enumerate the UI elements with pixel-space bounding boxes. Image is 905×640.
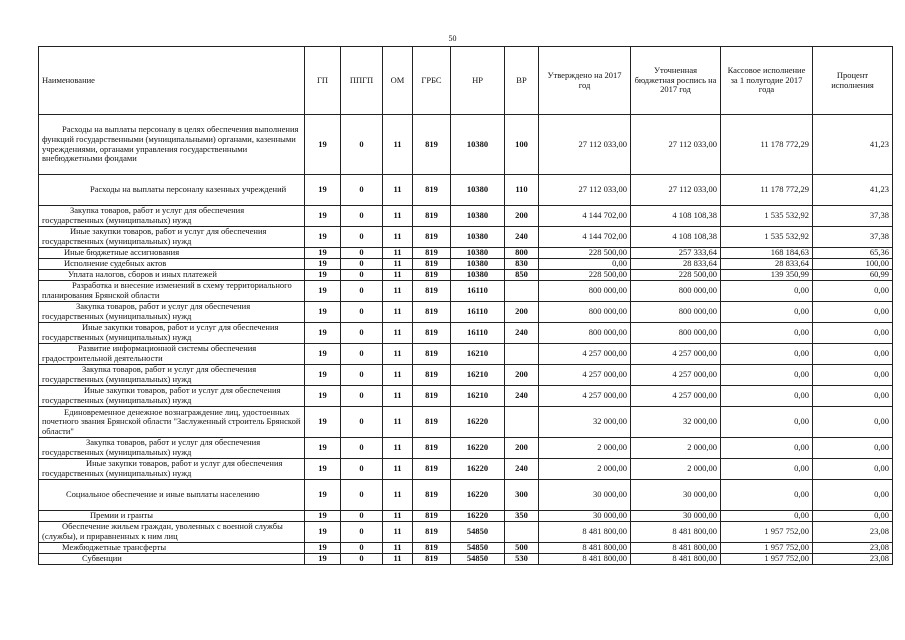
header-gp: ГП [305,47,341,115]
cell-gp: 19 [305,248,341,259]
cell-approved: 4 257 000,00 [539,365,631,386]
cell-vr: 110 [505,175,539,206]
cell-om: 11 [383,175,413,206]
cell-nr: 10380 [451,259,505,270]
cell-executed: 0,00 [721,344,813,365]
cell-refined: 4 108 108,38 [631,227,721,248]
cell-approved: 8 481 800,00 [539,522,631,543]
header-percent: Процент исполнения [813,47,893,115]
header-executed: Кассовое исполнение за 1 полугодие 2017 года [721,47,813,115]
cell-refined: 30 000,00 [631,480,721,511]
cell-ppgp: 0 [341,407,383,438]
row-name: Социальное обеспечение и иные выплаты населению [39,480,305,511]
cell-gp: 19 [305,227,341,248]
cell-percent: 0,00 [813,365,893,386]
cell-om: 11 [383,206,413,227]
cell-approved: 0,00 [539,259,631,270]
cell-percent: 65,36 [813,248,893,259]
cell-ppgp: 0 [341,543,383,554]
cell-percent: 0,00 [813,459,893,480]
cell-approved: 800 000,00 [539,302,631,323]
row-name: Разработка и внесение изменений в схему территориального планирования Брянской области [39,281,305,302]
cell-grbs: 819 [413,511,451,522]
cell-approved: 8 481 800,00 [539,543,631,554]
cell-percent: 0,00 [813,407,893,438]
cell-executed: 0,00 [721,438,813,459]
cell-om: 11 [383,386,413,407]
cell-grbs: 819 [413,270,451,281]
table-row [39,115,893,175]
cell-ppgp: 0 [341,206,383,227]
cell-nr: 10380 [451,175,505,206]
cell-percent: 0,00 [813,281,893,302]
cell-nr: 16110 [451,302,505,323]
cell-vr: 240 [505,459,539,480]
row-name: Закупка товаров, работ и услуг для обеспечения государственных (муниципальных) нужд [39,302,305,323]
cell-grbs: 819 [413,344,451,365]
cell-gp: 19 [305,543,341,554]
cell-ppgp: 0 [341,281,383,302]
cell-vr: 800 [505,248,539,259]
cell-refined: 800 000,00 [631,323,721,344]
cell-vr: 240 [505,323,539,344]
cell-approved: 27 112 033,00 [539,175,631,206]
cell-grbs: 819 [413,480,451,511]
cell-approved: 4 257 000,00 [539,386,631,407]
cell-executed: 1 957 752,00 [721,554,813,565]
cell-grbs: 819 [413,323,451,344]
cell-grbs: 819 [413,386,451,407]
cell-om: 11 [383,248,413,259]
cell-refined: 4 257 000,00 [631,386,721,407]
cell-refined: 800 000,00 [631,281,721,302]
cell-vr: 100 [505,115,539,175]
cell-om: 11 [383,281,413,302]
cell-percent: 0,00 [813,344,893,365]
cell-refined: 8 481 800,00 [631,554,721,565]
cell-executed: 0,00 [721,302,813,323]
cell-nr: 16210 [451,365,505,386]
cell-approved: 228 500,00 [539,248,631,259]
cell-ppgp: 0 [341,511,383,522]
cell-ppgp: 0 [341,344,383,365]
cell-ppgp: 0 [341,115,383,175]
cell-refined: 32 000,00 [631,407,721,438]
cell-gp: 19 [305,554,341,565]
cell-vr [505,281,539,302]
cell-refined: 4 257 000,00 [631,365,721,386]
cell-ppgp: 0 [341,302,383,323]
row-name: Премии и гранты [39,511,305,522]
cell-nr: 16110 [451,281,505,302]
cell-gp: 19 [305,386,341,407]
cell-om: 11 [383,438,413,459]
row-name: Иные закупки товаров, работ и услуг для обеспечения государственных (муниципальных) нужд [39,386,305,407]
cell-grbs: 819 [413,543,451,554]
cell-gp: 19 [305,459,341,480]
table-row [39,480,893,511]
cell-grbs: 819 [413,281,451,302]
cell-grbs: 819 [413,248,451,259]
cell-om: 11 [383,344,413,365]
table-row [39,407,893,438]
cell-nr: 16220 [451,459,505,480]
cell-ppgp: 0 [341,554,383,565]
cell-executed: 0,00 [721,281,813,302]
cell-grbs: 819 [413,522,451,543]
row-name: Исполнение судебных актов [39,259,305,270]
cell-grbs: 819 [413,227,451,248]
cell-om: 11 [383,365,413,386]
cell-approved: 32 000,00 [539,407,631,438]
cell-gp: 19 [305,438,341,459]
cell-gp: 19 [305,344,341,365]
cell-nr: 10380 [451,206,505,227]
cell-ppgp: 0 [341,386,383,407]
cell-refined: 2 000,00 [631,459,721,480]
cell-refined: 800 000,00 [631,302,721,323]
cell-refined: 28 833,64 [631,259,721,270]
cell-approved: 8 481 800,00 [539,554,631,565]
cell-executed: 1 957 752,00 [721,522,813,543]
cell-percent: 0,00 [813,323,893,344]
cell-vr: 830 [505,259,539,270]
row-name: Единовременное денежное вознаграждение лиц, удостоенных почетного звания Брянской области "Заслуженный строитель Брянской области" [39,407,305,438]
row-name: Закупка товаров, работ и услуг для обеспечения государственных (муниципальных) нужд [39,365,305,386]
cell-om: 11 [383,554,413,565]
cell-nr: 54850 [451,554,505,565]
cell-grbs: 819 [413,459,451,480]
cell-executed: 0,00 [721,407,813,438]
cell-percent: 0,00 [813,438,893,459]
cell-gp: 19 [305,302,341,323]
header-om: ОМ [383,47,413,115]
cell-grbs: 819 [413,115,451,175]
cell-gp: 19 [305,323,341,344]
cell-om: 11 [383,259,413,270]
cell-executed: 0,00 [721,511,813,522]
cell-executed: 0,00 [721,480,813,511]
cell-gp: 19 [305,407,341,438]
table-row [39,227,893,248]
cell-refined: 8 481 800,00 [631,522,721,543]
cell-vr: 850 [505,270,539,281]
cell-vr: 240 [505,386,539,407]
row-name: Межбюджетные трансферты [39,543,305,554]
cell-percent: 41,23 [813,175,893,206]
cell-refined: 2 000,00 [631,438,721,459]
page-number: 50 [448,34,457,43]
cell-nr: 16220 [451,480,505,511]
row-name: Уплата налогов, сборов и иных платежей [39,270,305,281]
cell-grbs: 819 [413,365,451,386]
cell-gp: 19 [305,270,341,281]
cell-percent: 23,08 [813,543,893,554]
cell-om: 11 [383,459,413,480]
cell-percent: 100,00 [813,259,893,270]
cell-percent: 60,99 [813,270,893,281]
cell-gp: 19 [305,115,341,175]
row-name: Субвенции [39,554,305,565]
cell-executed: 0,00 [721,323,813,344]
cell-grbs: 819 [413,302,451,323]
cell-approved: 27 112 033,00 [539,115,631,175]
cell-executed: 0,00 [721,365,813,386]
cell-gp: 19 [305,522,341,543]
header-ppgp: ППГП [341,47,383,115]
cell-ppgp: 0 [341,459,383,480]
table-row [39,344,893,365]
cell-om: 11 [383,480,413,511]
cell-gp: 19 [305,281,341,302]
row-name: Закупка товаров, работ и услуг для обеспечения государственных (муниципальных) нужд [39,206,305,227]
cell-gp: 19 [305,365,341,386]
cell-nr: 16220 [451,407,505,438]
cell-vr [505,344,539,365]
row-name: Расходы на выплаты персоналу казенных учреждений [39,175,305,206]
cell-approved: 30 000,00 [539,480,631,511]
table-row [39,554,893,565]
cell-vr: 350 [505,511,539,522]
cell-refined: 8 481 800,00 [631,543,721,554]
budget-table [38,46,893,565]
cell-approved: 4 144 702,00 [539,206,631,227]
table-row [39,270,893,281]
cell-om: 11 [383,323,413,344]
table-row [39,281,893,302]
cell-executed: 1 535 532,92 [721,227,813,248]
cell-ppgp: 0 [341,365,383,386]
cell-om: 11 [383,270,413,281]
cell-percent: 0,00 [813,386,893,407]
cell-refined: 27 112 033,00 [631,175,721,206]
cell-gp: 19 [305,511,341,522]
cell-executed: 139 350,99 [721,270,813,281]
cell-gp: 19 [305,259,341,270]
cell-percent: 23,08 [813,522,893,543]
table-row [39,386,893,407]
cell-om: 11 [383,522,413,543]
cell-percent: 0,00 [813,480,893,511]
cell-vr: 200 [505,302,539,323]
cell-nr: 16220 [451,511,505,522]
cell-vr [505,407,539,438]
cell-executed: 168 184,63 [721,248,813,259]
table-row [39,543,893,554]
cell-om: 11 [383,115,413,175]
cell-nr: 10380 [451,270,505,281]
cell-nr: 16220 [451,438,505,459]
cell-ppgp: 0 [341,522,383,543]
cell-executed: 11 178 772,29 [721,175,813,206]
cell-om: 11 [383,511,413,522]
row-name: Иные закупки товаров, работ и услуг для обеспечения государственных (муниципальных) нужд [39,459,305,480]
header-vr: ВР [505,47,539,115]
cell-vr: 300 [505,480,539,511]
table-row [39,365,893,386]
cell-refined: 4 108 108,38 [631,206,721,227]
row-name: Закупка товаров, работ и услуг для обеспечения государственных (муниципальных) нужд [39,438,305,459]
table-row [39,302,893,323]
header-approved: Утверждено на 2017 год [539,47,631,115]
cell-ppgp: 0 [341,248,383,259]
cell-nr: 16210 [451,386,505,407]
cell-refined: 257 333,64 [631,248,721,259]
cell-om: 11 [383,227,413,248]
cell-grbs: 819 [413,206,451,227]
cell-percent: 41,23 [813,115,893,175]
table-row [39,459,893,480]
cell-ppgp: 0 [341,175,383,206]
table-row [39,511,893,522]
cell-executed: 1 535 532,92 [721,206,813,227]
cell-vr: 200 [505,206,539,227]
cell-grbs: 819 [413,438,451,459]
cell-vr [505,522,539,543]
cell-vr: 530 [505,554,539,565]
cell-vr: 500 [505,543,539,554]
row-name: Иные закупки товаров, работ и услуг для обеспечения государственных (муниципальных) нужд [39,227,305,248]
cell-refined: 27 112 033,00 [631,115,721,175]
row-name: Расходы на выплаты персоналу в целях обеспечения выполнения функций государственными (муниципальными) органами, казенными учреждениями, органами управления государственными внебюджетными фондами [39,115,305,175]
cell-approved: 800 000,00 [539,281,631,302]
cell-nr: 10380 [451,227,505,248]
cell-nr: 54850 [451,543,505,554]
cell-refined: 4 257 000,00 [631,344,721,365]
cell-approved: 228 500,00 [539,270,631,281]
cell-gp: 19 [305,480,341,511]
cell-nr: 16110 [451,323,505,344]
cell-executed: 1 957 752,00 [721,543,813,554]
table-row [39,259,893,270]
cell-nr: 10380 [451,248,505,259]
header-nr: НР [451,47,505,115]
cell-percent: 0,00 [813,511,893,522]
cell-vr: 240 [505,227,539,248]
table-header-row [39,47,893,115]
cell-executed: 11 178 772,29 [721,115,813,175]
cell-approved: 4 144 702,00 [539,227,631,248]
cell-executed: 28 833,64 [721,259,813,270]
table-row [39,323,893,344]
cell-refined: 228 500,00 [631,270,721,281]
cell-ppgp: 0 [341,227,383,248]
table-row [39,522,893,543]
cell-executed: 0,00 [721,459,813,480]
cell-gp: 19 [305,175,341,206]
table-row [39,175,893,206]
cell-nr: 54850 [451,522,505,543]
cell-percent: 0,00 [813,302,893,323]
row-name: Иные бюджетные ассигнования [39,248,305,259]
table-row [39,206,893,227]
row-name: Обеспечение жильем граждан, уволенных с военной службы (службы), и приравненных к ним лиц [39,522,305,543]
table-row [39,438,893,459]
row-name: Развитие информационной системы обеспечения градостроительной деятельности [39,344,305,365]
cell-ppgp: 0 [341,270,383,281]
header-grbs: ГРБС [413,47,451,115]
cell-om: 11 [383,543,413,554]
cell-approved: 4 257 000,00 [539,344,631,365]
cell-ppgp: 0 [341,480,383,511]
cell-gp: 19 [305,206,341,227]
cell-refined: 30 000,00 [631,511,721,522]
cell-grbs: 819 [413,259,451,270]
cell-om: 11 [383,302,413,323]
cell-approved: 800 000,00 [539,323,631,344]
cell-percent: 37,38 [813,227,893,248]
cell-grbs: 819 [413,407,451,438]
cell-approved: 2 000,00 [539,438,631,459]
cell-nr: 10380 [451,115,505,175]
header-name: Наименование [39,47,305,115]
cell-om: 11 [383,407,413,438]
cell-vr: 200 [505,438,539,459]
cell-approved: 30 000,00 [539,511,631,522]
cell-executed: 0,00 [721,386,813,407]
cell-percent: 37,38 [813,206,893,227]
cell-grbs: 819 [413,175,451,206]
cell-percent: 23,08 [813,554,893,565]
cell-nr: 16210 [451,344,505,365]
cell-ppgp: 0 [341,323,383,344]
cell-ppgp: 0 [341,438,383,459]
cell-approved: 2 000,00 [539,459,631,480]
header-refined: Уточненная бюджетная роспись на 2017 год [631,47,721,115]
row-name: Иные закупки товаров, работ и услуг для обеспечения государственных (муниципальных) нужд [39,323,305,344]
cell-grbs: 819 [413,554,451,565]
cell-ppgp: 0 [341,259,383,270]
cell-vr: 200 [505,365,539,386]
table-row [39,248,893,259]
